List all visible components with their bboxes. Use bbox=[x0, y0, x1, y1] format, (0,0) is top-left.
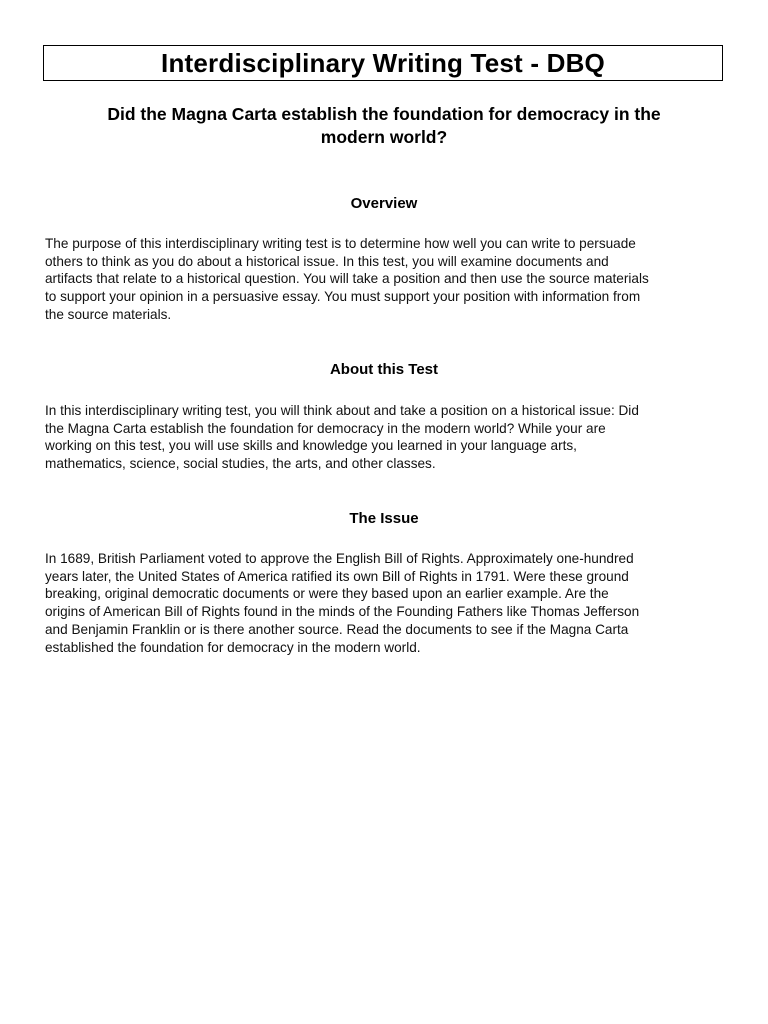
page-title: Interdisciplinary Writing Test - DBQ bbox=[161, 48, 605, 78]
section-paragraph-about bbox=[45, 402, 725, 473]
section-heading-overview: Overview bbox=[350, 195, 418, 212]
paragraph-line: to support your opinion in a persuasive essay. You must support your position with information from bbox=[45, 289, 641, 305]
paragraph-line: breaking, original democratic documents or were they based upon an earlier example. Are the bbox=[45, 586, 609, 602]
paragraph-line: years later, the United States of America ratified its own Bill of Rights in 1791. Were these ground bbox=[45, 568, 629, 584]
paragraph-line: In 1689, British Parliament voted to approve the English Bill of Rights. Approximately one-hundred bbox=[45, 551, 634, 566]
title-box bbox=[43, 45, 723, 81]
section-heading-about: About this Test bbox=[329, 361, 439, 378]
essay-question-line: Did the Magna Carta establish the foundation for democracy in the bbox=[107, 104, 661, 124]
essay-question bbox=[60, 103, 708, 149]
paragraph-line: and Benjamin Franklin or is there another source. Read the documents to see if the Magna Carta bbox=[45, 621, 629, 637]
paragraph-line: working on this test, you will use skills and knowledge you learned in your language arts, bbox=[45, 438, 577, 454]
paragraph-line: mathematics, science, social studies, the arts, and other classes. bbox=[45, 456, 436, 472]
paragraph-line: established the foundation for democracy in the modern world. bbox=[45, 639, 421, 655]
paragraph-line: In this interdisciplinary writing test, you will think about and take a position on a historical issue: Did bbox=[45, 403, 639, 418]
paragraph-line: The purpose of this interdisciplinary writing test is to determine how well you can write to persuade bbox=[45, 236, 636, 251]
paragraph-line: the source materials. bbox=[45, 306, 172, 322]
paragraph-line: origins of American Bill of Rights found in the minds of the Founding Fathers like Thomas Jefferson bbox=[45, 604, 640, 620]
section-paragraph-issue bbox=[45, 550, 725, 656]
paragraph-line: artifacts that relate to a historical question. You will take a position and then use the source materials bbox=[45, 271, 649, 287]
section-paragraph-overview bbox=[45, 235, 725, 324]
paragraph-line: the Magna Carta establish the foundation for democracy in the modern world? While your are bbox=[45, 420, 606, 436]
section-heading-issue: The Issue bbox=[349, 510, 419, 527]
paragraph-line: others to think as you do about a historical issue. In this test, you will examine documents and bbox=[45, 253, 609, 269]
essay-question-line: modern world? bbox=[320, 127, 448, 147]
